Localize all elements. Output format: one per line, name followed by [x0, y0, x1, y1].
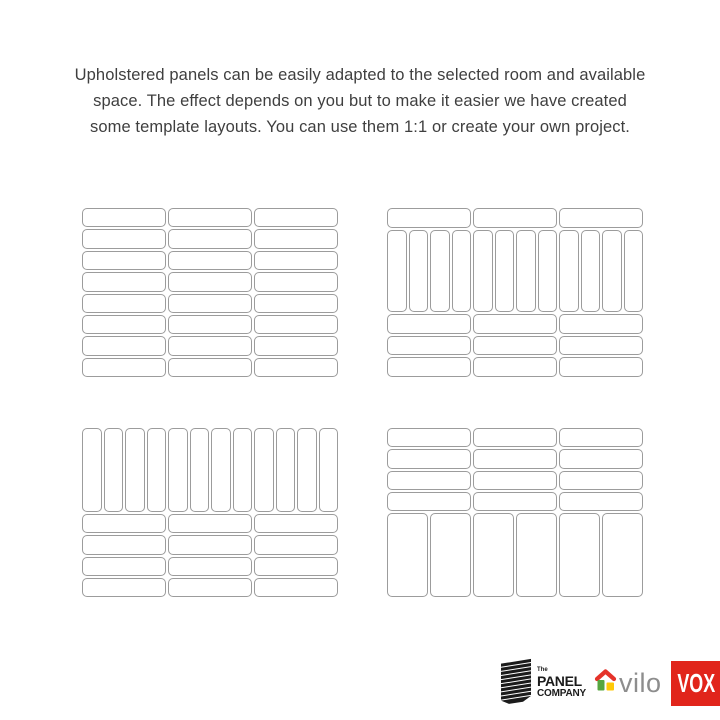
horizontal-panel — [254, 229, 338, 248]
vilo-house-icon — [594, 669, 617, 698]
diagram-column — [82, 208, 166, 377]
vertical-panel — [559, 230, 579, 312]
vertical-panel-section — [473, 513, 557, 597]
vox-wordmark: VOX — [677, 667, 716, 697]
vertical-panel-section — [168, 428, 252, 512]
diagram-column — [254, 208, 338, 377]
horizontal-panel — [168, 251, 252, 270]
diagram-column — [254, 428, 338, 597]
horizontal-panel — [168, 557, 252, 576]
vertical-panel — [624, 230, 644, 312]
vertical-panel-section — [559, 513, 643, 597]
intro-paragraph — [40, 62, 680, 140]
vertical-panel — [430, 230, 450, 312]
vertical-panel — [452, 230, 472, 312]
horizontal-panel — [82, 535, 166, 554]
horizontal-panel — [387, 208, 471, 228]
horizontal-panel — [168, 229, 252, 248]
horizontal-panel — [254, 272, 338, 291]
horizontal-panel — [559, 336, 643, 356]
panel-company-logo — [499, 657, 586, 710]
horizontal-panel — [254, 251, 338, 270]
horizontal-panel — [559, 471, 643, 490]
horizontal-panel — [82, 358, 166, 377]
horizontal-panel — [168, 294, 252, 313]
footer-logos — [499, 659, 720, 707]
diagram-column — [168, 208, 252, 377]
horizontal-panel — [254, 578, 338, 597]
horizontal-panel — [82, 272, 166, 291]
vertical-panel-section — [254, 428, 338, 512]
horizontal-panel — [82, 229, 166, 248]
horizontal-panel — [82, 578, 166, 597]
horizontal-panel — [82, 557, 166, 576]
vertical-panel — [387, 513, 428, 597]
vilo-logo — [594, 669, 662, 698]
vertical-panel — [409, 230, 429, 312]
horizontal-panel — [559, 357, 643, 377]
horizontal-panel — [254, 315, 338, 334]
horizontal-panel — [254, 358, 338, 377]
vertical-panel — [276, 428, 296, 512]
horizontal-panel — [254, 336, 338, 355]
horizontal-panel — [168, 578, 252, 597]
diagram-column — [473, 208, 557, 377]
horizontal-panel — [168, 358, 252, 377]
vertical-panel — [387, 230, 407, 312]
vertical-panel — [125, 428, 145, 512]
vertical-panel — [254, 428, 274, 512]
vertical-panel-section — [559, 230, 643, 312]
horizontal-panel — [254, 208, 338, 227]
horizontal-panel — [473, 492, 557, 511]
horizontal-panel — [387, 449, 471, 468]
vertical-panel — [147, 428, 167, 512]
intro-line-3: some template layouts. You can use them 1:1 or create your own project. — [90, 118, 630, 136]
horizontal-panel — [559, 492, 643, 511]
vertical-panel — [211, 428, 231, 512]
diagram-column — [387, 428, 471, 597]
vertical-panel — [602, 513, 643, 597]
vertical-panel — [430, 513, 471, 597]
horizontal-panel — [82, 208, 166, 227]
layout-template-3-verticals-top — [82, 428, 338, 597]
horizontal-panel — [82, 294, 166, 313]
layout-template-4-verticals-bottom — [387, 428, 643, 597]
vertical-panel — [516, 513, 557, 597]
horizontal-panel — [82, 315, 166, 334]
diagram-grid — [82, 208, 643, 597]
vertical-panel-section — [473, 230, 557, 312]
horizontal-panel — [82, 514, 166, 533]
horizontal-panel — [168, 336, 252, 355]
horizontal-panel — [387, 357, 471, 377]
vertical-panel — [538, 230, 558, 312]
diagram-column — [82, 428, 166, 597]
panel-company-panel: PANEL — [537, 673, 582, 689]
horizontal-panel — [473, 449, 557, 468]
horizontal-panel — [254, 535, 338, 554]
horizontal-panel — [473, 357, 557, 377]
diagram-column — [387, 208, 471, 377]
vertical-panel — [473, 230, 493, 312]
vertical-panel — [297, 428, 317, 512]
horizontal-panel — [82, 336, 166, 355]
vilo-wordmark: vilo — [618, 667, 662, 698]
horizontal-panel — [559, 314, 643, 334]
diagram-column — [473, 428, 557, 597]
horizontal-panel — [559, 208, 643, 228]
horizontal-panel — [168, 208, 252, 227]
horizontal-panel — [559, 428, 643, 447]
horizontal-panel — [168, 272, 252, 291]
vertical-panel — [602, 230, 622, 312]
vertical-panel — [82, 428, 102, 512]
vertical-panel-section — [387, 230, 471, 312]
horizontal-panel — [473, 208, 557, 228]
horizontal-panel — [473, 428, 557, 447]
vertical-panel — [190, 428, 210, 512]
vertical-panel — [473, 513, 514, 597]
horizontal-panel — [254, 557, 338, 576]
vertical-panel — [495, 230, 515, 312]
vertical-panel-section — [82, 428, 166, 512]
horizontal-panel — [168, 535, 252, 554]
diagram-column — [559, 428, 643, 597]
panel-company-company: COMPANY — [537, 688, 586, 699]
diagram-column — [559, 208, 643, 377]
horizontal-panel — [473, 336, 557, 356]
horizontal-panel — [168, 514, 252, 533]
layout-template-1-horizontal-rows — [82, 208, 338, 377]
intro-line-1: Upholstered panels can be easily adapted to the selected room and available — [74, 66, 646, 84]
horizontal-panel — [473, 471, 557, 490]
horizontal-panel — [254, 294, 338, 313]
horizontal-panel — [559, 449, 643, 468]
horizontal-panel — [387, 492, 471, 511]
horizontal-panel — [168, 315, 252, 334]
intro-line-2: space. The effect depends on you but to make it easier we have created — [93, 92, 627, 110]
vertical-panel — [581, 230, 601, 312]
horizontal-panel — [387, 336, 471, 356]
horizontal-panel — [387, 428, 471, 447]
horizontal-panel — [387, 314, 471, 334]
panel-stack-icon — [499, 657, 534, 710]
panel-company-the: The — [537, 667, 548, 673]
vertical-panel — [104, 428, 124, 512]
horizontal-panel — [387, 471, 471, 490]
horizontal-panel — [473, 314, 557, 334]
layout-template-2-verticals-middle — [387, 208, 643, 377]
panel-company-wordmark — [537, 667, 586, 699]
horizontal-panel — [82, 251, 166, 270]
vertical-panel-section — [387, 513, 471, 597]
vertical-panel — [559, 513, 600, 597]
vertical-panel — [233, 428, 253, 512]
vox-logo — [671, 661, 720, 706]
diagram-column — [168, 428, 252, 597]
vertical-panel — [516, 230, 536, 312]
vertical-panel — [319, 428, 339, 512]
vertical-panel — [168, 428, 188, 512]
horizontal-panel — [254, 514, 338, 533]
